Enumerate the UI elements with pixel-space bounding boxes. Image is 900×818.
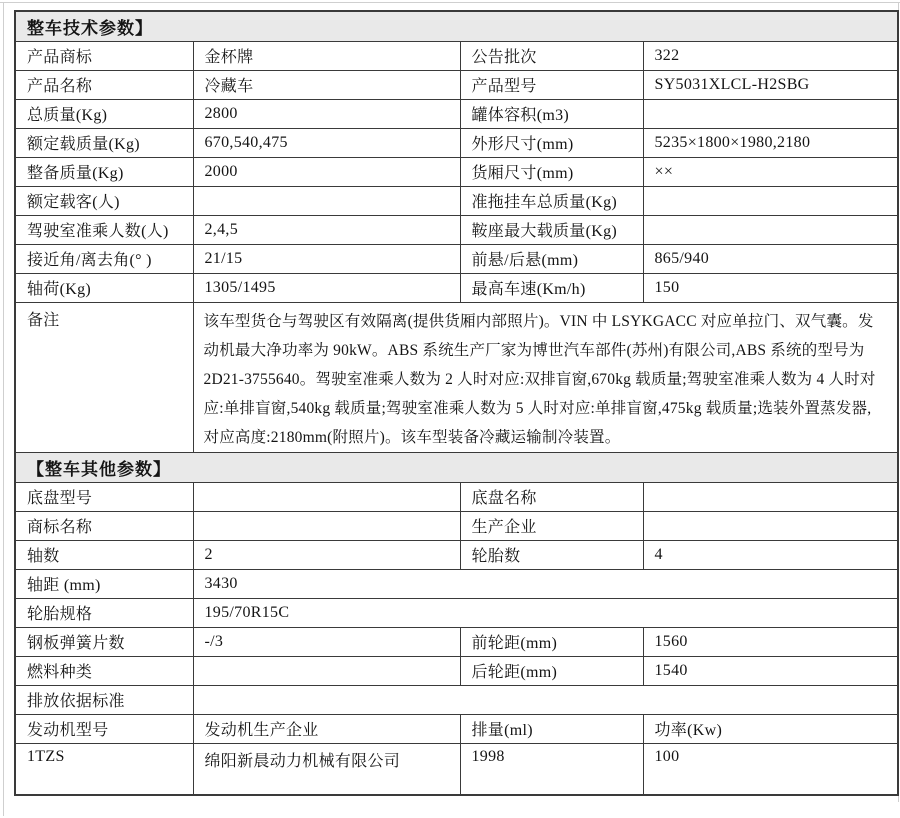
param-label-cell: 罐体容积(m3) bbox=[460, 99, 643, 128]
param-label-cell: 额定载质量(Kg) bbox=[15, 128, 193, 157]
param-label-cell: 商标名称 bbox=[15, 511, 193, 540]
param-value-cell: 金杯牌 bbox=[193, 41, 460, 70]
table-row bbox=[15, 244, 898, 273]
remarks-text-cell: 该车型货仓与驾驶区有效隔离(提供货厢内部照片)。VIN 中 LSYKGACC 对应单拉门、双气囊。发动机最大净功率为 90kW。ABS 系统生产厂家为博世汽车部件(苏州)有限公司,ABS 系统的型号为 2D21-3755640。驾驶室准乘人数为 2 人时对应:双排盲窗,670kg 载质量;驾驶室准乘人数为 4 人时对应:单排盲窗,540kg 载质量;驾驶室准乘人数为 5 人时对应:单排盲窗,475kg 载质量;选装外置蒸发器,对应高度:2180mm(附照片)。该车型装备冷藏运输制冷装置。 bbox=[193, 302, 898, 452]
table-row bbox=[15, 215, 898, 244]
param-label-cell: 接近角/离去角(° ) bbox=[15, 244, 193, 273]
param-value-cell: ×× bbox=[643, 157, 898, 186]
table-row bbox=[15, 482, 898, 511]
param-label-cell: 额定载客(人) bbox=[15, 186, 193, 215]
table-row bbox=[15, 41, 898, 70]
param-value-cell: 865/940 bbox=[643, 244, 898, 273]
table-row bbox=[15, 685, 898, 714]
table-row bbox=[15, 714, 898, 743]
param-value-cell: 150 bbox=[643, 273, 898, 302]
table-row bbox=[15, 569, 898, 598]
param-label-cell: 前轮距(mm) bbox=[460, 627, 643, 656]
param-value-cell: 1560 bbox=[643, 627, 898, 656]
param-value-cell: 21/15 bbox=[193, 244, 460, 273]
param-label-cell: 产品商标 bbox=[15, 41, 193, 70]
table-row bbox=[15, 157, 898, 186]
column-header-cell: 排量(ml) bbox=[460, 714, 643, 743]
param-value-cell bbox=[643, 511, 898, 540]
param-label-cell: 备注 bbox=[15, 302, 193, 452]
param-label-cell: 生产企业 bbox=[460, 511, 643, 540]
param-label-cell: 轴数 bbox=[15, 540, 193, 569]
section-header-cell: 整车技术参数】 bbox=[15, 11, 898, 41]
param-label-cell: 轮胎数 bbox=[460, 540, 643, 569]
param-value-cell bbox=[643, 99, 898, 128]
param-value-cell: SY5031XLCL-H2SBG bbox=[643, 70, 898, 99]
table-row bbox=[15, 273, 898, 302]
param-value-cell: 670,540,475 bbox=[193, 128, 460, 157]
param-value-cell bbox=[643, 482, 898, 511]
param-label-cell: 驾驶室准乘人数(人) bbox=[15, 215, 193, 244]
param-value-cell: 2,4,5 bbox=[193, 215, 460, 244]
table-row bbox=[15, 302, 898, 452]
param-value-cell bbox=[193, 656, 460, 685]
param-value-cell: 1TZS bbox=[15, 743, 193, 795]
param-value-cell bbox=[193, 685, 898, 714]
param-label-cell: 后轮距(mm) bbox=[460, 656, 643, 685]
table-row bbox=[15, 186, 898, 215]
param-label-cell: 准拖挂车总质量(Kg) bbox=[460, 186, 643, 215]
param-value-cell bbox=[643, 186, 898, 215]
table-row bbox=[15, 627, 898, 656]
param-value-cell: 2800 bbox=[193, 99, 460, 128]
param-label-cell: 公告批次 bbox=[460, 41, 643, 70]
param-label-cell: 钢板弹簧片数 bbox=[15, 627, 193, 656]
param-label-cell: 轴距 (mm) bbox=[15, 569, 193, 598]
param-label-cell: 产品名称 bbox=[15, 70, 193, 99]
param-value-cell bbox=[193, 511, 460, 540]
param-value-cell: 冷藏车 bbox=[193, 70, 460, 99]
param-label-cell: 鞍座最大载质量(Kg) bbox=[460, 215, 643, 244]
table-row bbox=[15, 452, 898, 482]
column-header-cell: 功率(Kw) bbox=[643, 714, 898, 743]
param-label-cell: 外形尺寸(mm) bbox=[460, 128, 643, 157]
param-label-cell: 整备质量(Kg) bbox=[15, 157, 193, 186]
vehicle-spec-table bbox=[14, 10, 899, 796]
param-value-cell bbox=[643, 215, 898, 244]
page-edge-line-left bbox=[3, 2, 4, 816]
column-header-cell: 发动机型号 bbox=[15, 714, 193, 743]
table-row bbox=[15, 99, 898, 128]
table-row bbox=[15, 11, 898, 41]
param-value-cell: 1998 bbox=[460, 743, 643, 795]
param-value-cell: 1305/1495 bbox=[193, 273, 460, 302]
table-row bbox=[15, 70, 898, 99]
param-value-cell: 2 bbox=[193, 540, 460, 569]
param-value-cell: 1540 bbox=[643, 656, 898, 685]
table-row bbox=[15, 656, 898, 685]
param-label-cell: 底盘名称 bbox=[460, 482, 643, 511]
param-label-cell: 燃料种类 bbox=[15, 656, 193, 685]
param-value-cell: 4 bbox=[643, 540, 898, 569]
param-label-cell: 轴荷(Kg) bbox=[15, 273, 193, 302]
param-value-cell: 195/70R15C bbox=[193, 598, 898, 627]
spec-table-body bbox=[15, 11, 898, 795]
param-label-cell: 最高车速(Km/h) bbox=[460, 273, 643, 302]
param-value-cell: 5235×1800×1980,2180 bbox=[643, 128, 898, 157]
param-value-cell: 100 bbox=[643, 743, 898, 795]
param-value-cell bbox=[193, 186, 460, 215]
param-value-cell bbox=[193, 482, 460, 511]
param-label-cell: 总质量(Kg) bbox=[15, 99, 193, 128]
param-value-cell: -/3 bbox=[193, 627, 460, 656]
param-label-cell: 底盘型号 bbox=[15, 482, 193, 511]
param-label-cell: 轮胎规格 bbox=[15, 598, 193, 627]
table-row bbox=[15, 511, 898, 540]
table-row bbox=[15, 743, 898, 795]
column-header-cell: 发动机生产企业 bbox=[193, 714, 460, 743]
section-header-cell: 【整车其他参数】 bbox=[15, 452, 898, 482]
param-label-cell: 货厢尺寸(mm) bbox=[460, 157, 643, 186]
page-edge-line-top bbox=[0, 2, 900, 3]
param-label-cell: 前悬/后悬(mm) bbox=[460, 244, 643, 273]
param-value-cell: 3430 bbox=[193, 569, 898, 598]
param-value-cell: 2000 bbox=[193, 157, 460, 186]
table-row bbox=[15, 540, 898, 569]
param-value-cell: 绵阳新晨动力机械有限公司 bbox=[193, 743, 460, 795]
table-row bbox=[15, 128, 898, 157]
param-value-cell: 322 bbox=[643, 41, 898, 70]
table-row bbox=[15, 598, 898, 627]
param-label-cell: 产品型号 bbox=[460, 70, 643, 99]
param-label-cell: 排放依据标准 bbox=[15, 685, 193, 714]
